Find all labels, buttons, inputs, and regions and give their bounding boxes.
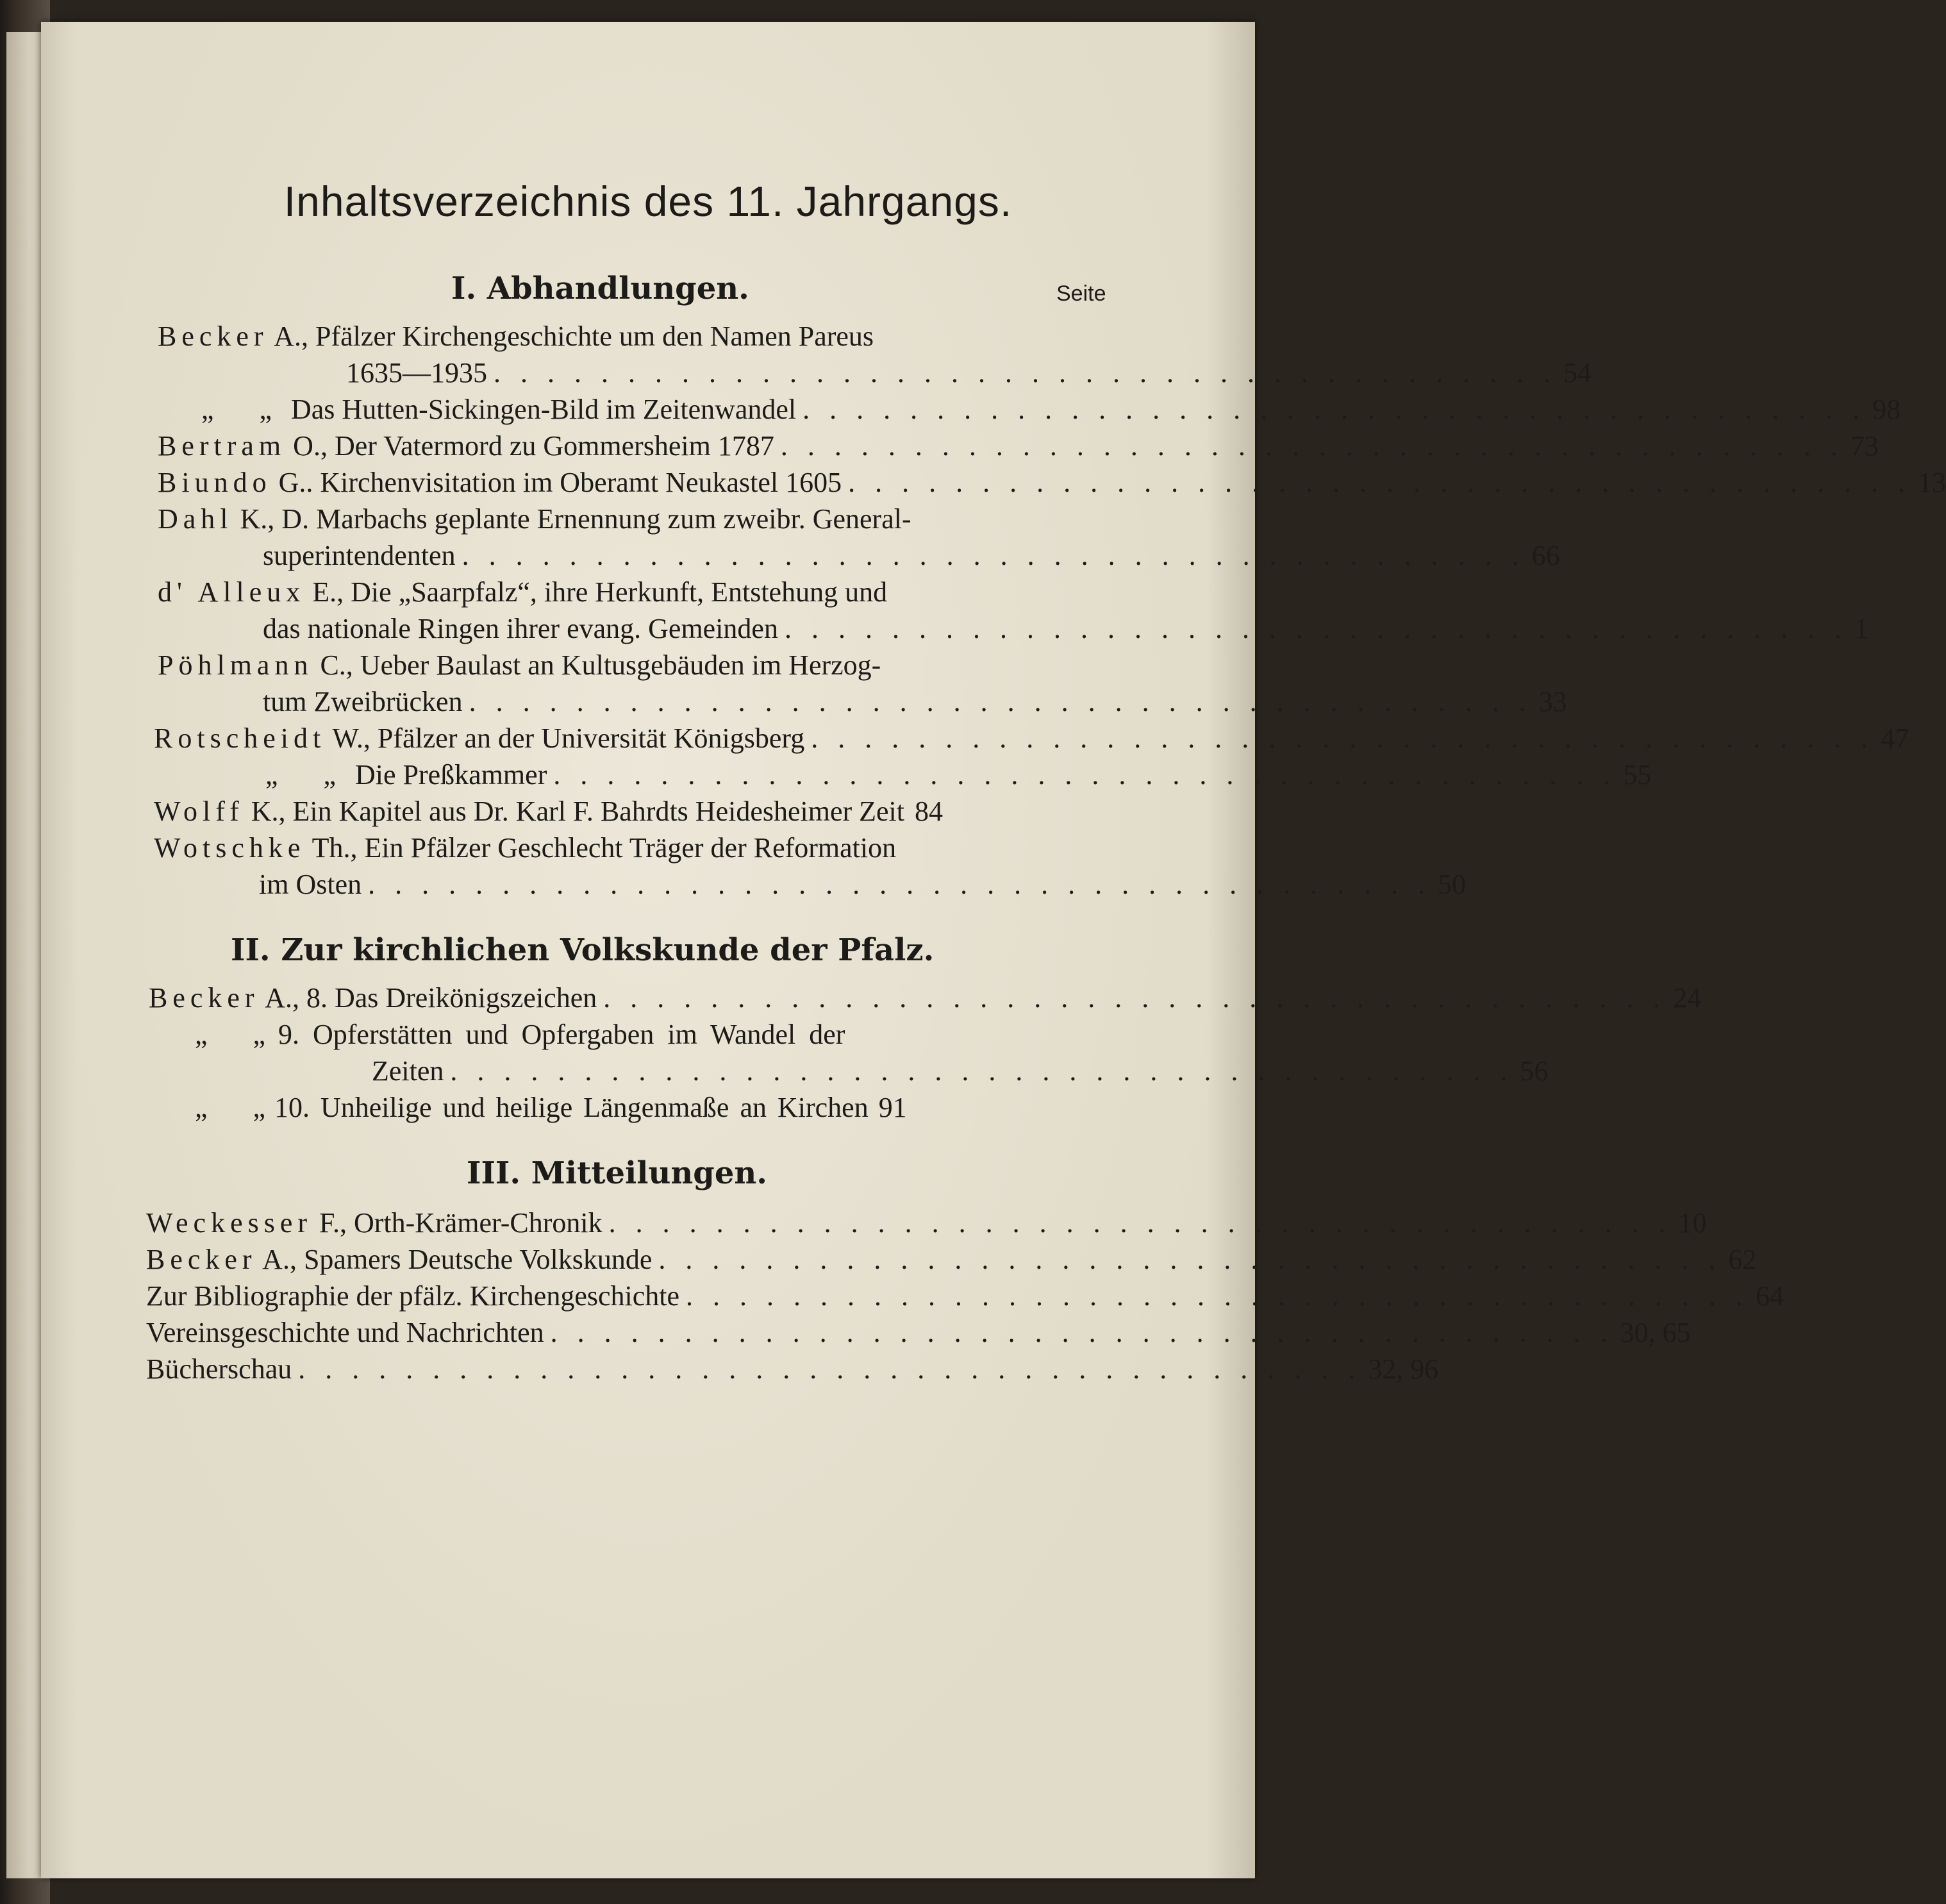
entry-text: Vereinsgeschichte und Nachrichten — [146, 1317, 544, 1348]
entry-author: Wotschke — [154, 832, 306, 864]
ditto-marks: „ „ — [195, 1092, 285, 1123]
entry-text: Wotschke Th., Ein Pfälzer Geschlecht Träger der Reformation — [154, 832, 897, 864]
entry-text: 9. Opferstätten und Opfergaben im Wandel der — [278, 1019, 845, 1050]
ditto-marks: „ „ — [195, 1019, 285, 1050]
toc-entry — [146, 1315, 1691, 1351]
toc-entry — [265, 757, 1652, 793]
entry-text: Becker A., Spamers Deutsche Volkskunde — [146, 1244, 653, 1275]
toc-entry — [146, 1351, 1439, 1387]
entry-text: Zeiten — [372, 1055, 444, 1087]
leader-dots: . . . . . . . . . . . . . . . . . . . . . . . . . . . . . . . . . . . . . . . . — [469, 686, 1533, 717]
entry-page-number: 98 — [1872, 394, 1901, 425]
entry-text: Becker A., 8. Das Dreikönigszeichen — [149, 982, 597, 1014]
entry-author: Rotscheidt — [154, 722, 326, 754]
toc-entry — [154, 794, 1147, 830]
leader-dots: . . . . . . . . . . . . . . . . . . . . . . . . . . . . . . . . . . . . . . . . — [848, 467, 1912, 498]
leader-dots: . . . . . . . . . . . . . . . . . . . . . . . . . . . . . . . . . . . . . . . . — [298, 1353, 1362, 1385]
entry-text: Das Hutten-Sickingen-Bild im Zeitenwandel — [291, 394, 797, 425]
entry-page-number: 91 — [878, 1092, 907, 1123]
entry-page-number: 32, 96 — [1368, 1353, 1439, 1385]
entry-author: Bertram — [158, 430, 287, 462]
toc-entry — [263, 611, 1868, 647]
entry-text: Die Preßkammer — [355, 759, 547, 790]
leader-dots: . . . . . . . . . . . . . . . . . . . . . . . . . . . . . . . . . . . . . . . . — [803, 394, 1867, 425]
page-title: Inhaltsverzeichnis des 11. Jahrgangs. — [283, 178, 1013, 225]
entry-author: Pöhlmann — [158, 649, 313, 681]
entry-page-number: 47 — [1881, 722, 1909, 754]
entry-page-number: 24 — [1673, 982, 1702, 1014]
entry-text: superintendenten — [263, 540, 456, 571]
toc-entry — [149, 980, 1702, 1016]
toc-entry — [158, 647, 1100, 683]
entry-page-number: 64 — [1756, 1280, 1784, 1312]
entry-text: im Osten — [259, 869, 362, 900]
entry-text: Dahl K., D. Marbachs geplante Ernennung zum zweibr. General- — [158, 503, 911, 535]
entry-author: Wolff — [154, 796, 244, 827]
leader-dots: . . . . . . . . . . . . . . . . . . . . . . . . . . . . . . . . . . . . . . . . — [780, 430, 1844, 462]
entry-text: Rotscheidt W., Pfälzer an der Universität Königsberg — [154, 722, 805, 754]
leader-dots: . . . . . . . . . . . . . . . . . . . . . . . . . . . . . . . . . . . . . . . . — [494, 357, 1557, 388]
leader-dots: . . . . . . . . . . . . . . . . . . . . . . . . . . . . . . . . . . . . . . . . — [462, 540, 1526, 571]
entry-text: Pöhlmann C., Ueber Baulast an Kultusgebäuden im Herzog- — [158, 649, 881, 681]
entry-text: Becker A., Pfälzer Kirchengeschichte um den Namen Pareus — [158, 321, 874, 352]
entry-author: Becker — [146, 1244, 257, 1275]
toc-entry — [158, 465, 1946, 501]
entry-page-number: 62 — [1728, 1244, 1757, 1275]
ditto-marks: „ „ — [265, 759, 356, 790]
toc-entry — [372, 1053, 1549, 1089]
entry-text: Wolff K., Ein Kapitel aus Dr. Karl F. Bahrdts Heidesheimer Zeit — [154, 796, 904, 827]
leader-dots: . . . . . . . . . . . . . . . . . . . . . . . . . . . . . . . . . . . . . . . . — [553, 759, 1617, 790]
entry-author: Becker — [149, 982, 260, 1014]
leader-dots: . . . . . . . . . . . . . . . . . . . . . . . . . . . . . . . . . . . . . . . . — [603, 982, 1667, 1014]
entry-page-number: 84 — [915, 796, 943, 827]
toc-entry — [346, 355, 1592, 391]
toc-entry — [201, 392, 1901, 428]
toc-entry — [146, 1242, 1757, 1278]
page-column-label: Seite — [1056, 281, 1106, 306]
entry-author: Biundo — [158, 467, 272, 498]
entry-page-number: 10 — [1678, 1207, 1707, 1239]
entry-page-number: 50 — [1438, 869, 1467, 900]
entry-author: Weckesser — [146, 1207, 313, 1239]
ditto-marks: „ „ — [201, 394, 292, 425]
toc-entry — [158, 574, 1100, 610]
leader-dots: . . . . . . . . . . . . . . . . . . . . . . . . . . . . . . . . . . . . . . . . — [608, 1207, 1672, 1239]
toc-entry — [158, 319, 1100, 355]
toc-entry — [154, 830, 1096, 866]
toc-entry — [195, 1090, 1146, 1126]
entry-page-number: 55 — [1623, 759, 1652, 790]
toc-entry — [158, 501, 1100, 537]
leader-dots: . . . . . . . . . . . . . . . . . . . . . . . . . . . . . . . . . . . . . . . . — [658, 1244, 1722, 1275]
section-heading-mitteilungen: III. Mitteilungen. — [467, 1155, 768, 1191]
entry-text: Biundo G.. Kirchenvisitation im Oberamt Neukastel 1605 — [158, 467, 842, 498]
toc-entry — [146, 1205, 1707, 1241]
toc-entry — [158, 428, 1879, 464]
entry-page-number: 54 — [1563, 357, 1592, 388]
entry-text: das nationale Ringen ihrer evang. Gemeinden — [263, 613, 778, 644]
document-page — [41, 22, 1946, 1878]
leader-dots: . . . . . . . . . . . . . . . . . . . . . . . . . . . . . . . . . . . . . . . . — [784, 613, 1848, 644]
leader-dots: . . . . . . . . . . . . . . . . . . . . . . . . . . . . . . . . . . . . . . . . — [450, 1055, 1514, 1087]
entry-text: 10. Unheilige und heilige Längenmaße an Kirchen — [274, 1092, 869, 1123]
entry-text: Bücherschau — [146, 1353, 292, 1385]
entry-author: Dahl — [158, 503, 233, 535]
facing-page-edge — [6, 32, 45, 1878]
toc-entry — [263, 684, 1567, 720]
entry-text: Zur Bibliographie der pfälz. Kirchengeschichte — [146, 1280, 680, 1312]
entry-page-number: 13 — [1918, 467, 1946, 498]
leader-dots: . . . . . . . . . . . . . . . . . . . . . . . . . . . . . . . . . . . . . . . . — [550, 1317, 1614, 1348]
entry-text: d' Alleux E., Die „Saarpfalz“, ihre Herkunft, Entstehung und — [158, 576, 888, 608]
toc-entry — [195, 1017, 1092, 1053]
entry-page-number: 1 — [1854, 613, 1868, 644]
toc-entry — [154, 721, 1909, 756]
entry-text: tum Zweibrücken — [263, 686, 463, 717]
leader-dots: . . . . . . . . . . . . . . . . . . . . . . . . . . . . . . . . . . . . . . . . — [686, 1280, 1750, 1312]
toc-entry — [146, 1278, 1784, 1314]
entry-page-number: 66 — [1531, 540, 1560, 571]
entry-text: Bertram O., Der Vatermord zu Gommersheim 1787 — [158, 430, 774, 462]
section-heading-volkskunde: II. Zur kirchlichen Volkskunde der Pfalz. — [231, 932, 935, 968]
entry-author: Becker — [158, 321, 269, 352]
leader-dots: . . . . . . . . . . . . . . . . . . . . . . . . . . . . . . . . . . . . . . . . — [368, 869, 1432, 900]
entry-text: 1635—1935 — [346, 357, 487, 388]
leader-dots: . . . . . . . . . . . . . . . . . . . . . . . . . . . . . . . . . . . . . . . . — [811, 722, 1875, 754]
entry-page-number: 73 — [1850, 430, 1879, 462]
toc-entry — [263, 538, 1560, 574]
entry-page-number: 30, 65 — [1620, 1317, 1691, 1348]
entry-text: Weckesser F., Orth-Krämer-Chronik — [146, 1207, 603, 1239]
entry-page-number: 56 — [1520, 1055, 1549, 1087]
section-heading-abhandlungen: I. Abhandlungen. — [451, 271, 749, 306]
toc-entry — [259, 867, 1467, 903]
entry-author: d' Alleux — [158, 576, 306, 608]
entry-page-number: 33 — [1538, 686, 1567, 717]
